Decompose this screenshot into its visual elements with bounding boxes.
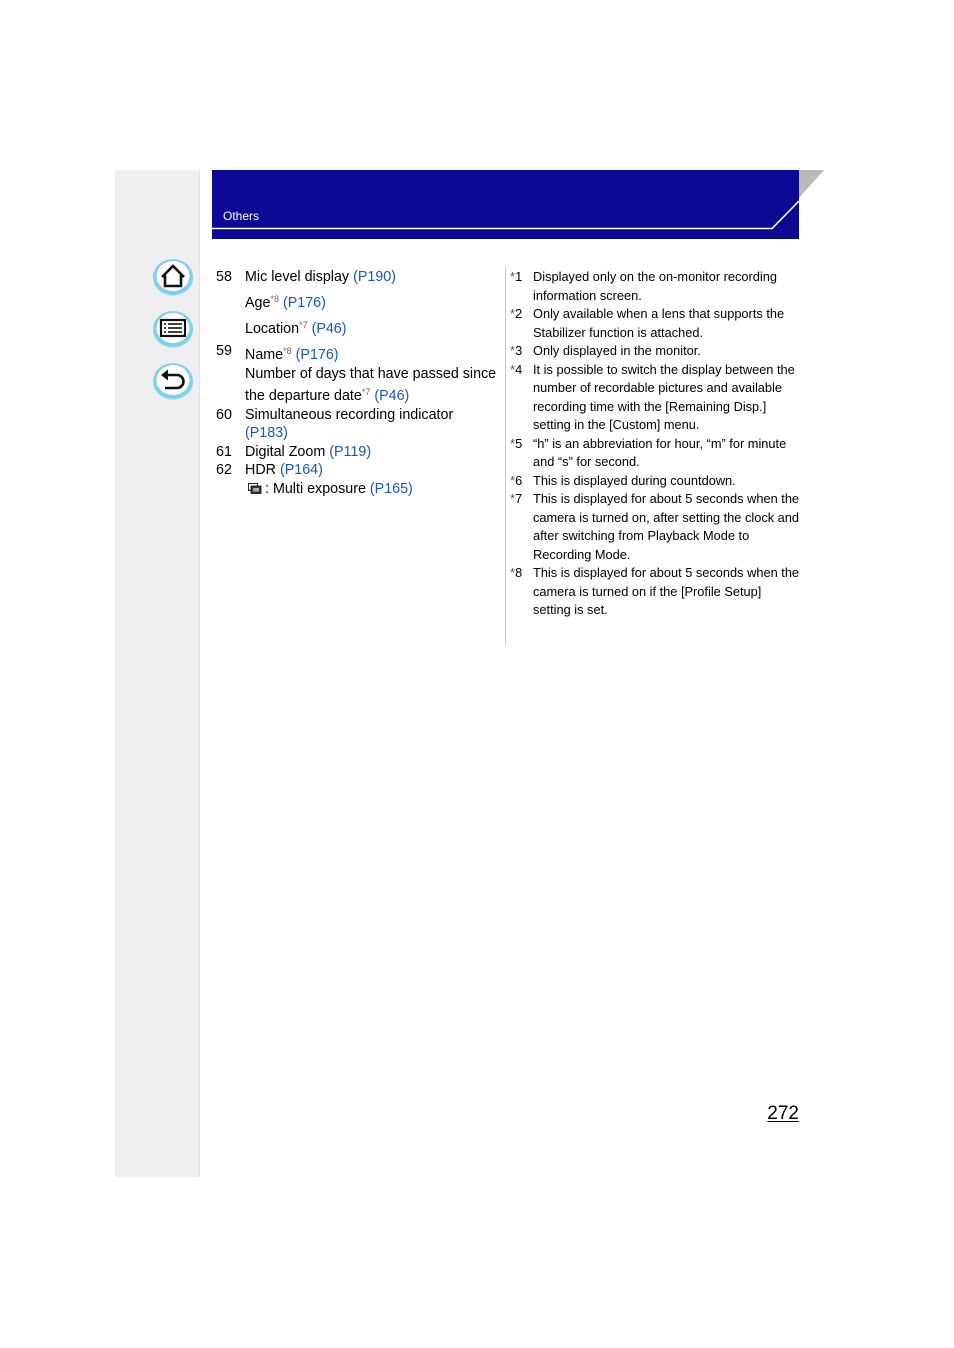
footnote-number: 3 [515,343,523,358]
page-link[interactable]: (P46) [311,321,347,337]
footnote-star: * [510,491,516,506]
footnote-number: 1 [515,269,523,284]
footnote-text: This is displayed for about 5 seconds when the camera is turned on if the [Profile Setup] setting is set. [533,565,800,617]
footnote [510,305,802,342]
back-button[interactable] [152,361,194,401]
item-number: 58 [216,269,232,285]
list-item [216,443,504,462]
item-text: Age [245,295,271,311]
footnote-text: Only displayed in the monitor. [533,343,701,358]
footnote [510,342,802,361]
footnote-number: 7 [515,491,523,506]
footnote-star: * [510,435,516,451]
item-text: HDR [245,462,276,478]
list-item [216,342,504,365]
footnote-number: 8 [515,565,523,580]
footnote-number: 5 [515,435,523,451]
footnote-number: 2 [515,306,523,321]
footnote-star: * [510,565,516,580]
footnote [510,490,802,564]
menu-list-icon [152,309,194,349]
item-text: Number of days that have passed since [245,365,497,382]
list-item [216,316,504,339]
list-item [216,268,504,287]
item-text: : Multi exposure [265,480,366,497]
list-item [216,480,504,499]
item-text: Name [245,347,284,363]
contents-menu-button[interactable] [152,309,194,349]
footnote-star: * [510,306,516,321]
item-number: 59 [216,343,232,359]
footnote-mark: *8 [270,294,279,304]
footnotes [510,268,802,620]
list-item [216,406,504,443]
item-number: 60 [216,406,232,423]
footnote [510,435,802,472]
item-number: 62 [216,462,232,478]
footnote-number: 4 [515,361,523,377]
footnote-star: * [510,361,516,377]
item-text: Simultaneous recording indicator [245,406,454,423]
page-link[interactable]: (P176) [282,295,326,311]
section-label: Others [223,209,260,223]
footnote-text: It is possible to switch the display between the number of recordable pictures and available recording time with the [Remaining Disp.] setting in the [Custom] menu. [533,361,795,432]
multi-exposure-icon [248,483,262,494]
page-link[interactable]: (P176) [295,347,339,363]
footnote-text: This is displayed for about 5 seconds when the camera is turned on, after setting the clock and after switching from Playback Mode to Recording Mode. [533,491,800,562]
section-header [212,170,799,239]
footnote [510,268,802,305]
list-item [216,290,504,313]
footnote [510,361,802,435]
page-link[interactable]: (P46) [374,388,410,404]
footnote-mark: *8 [283,346,292,356]
list-item [216,365,504,406]
indicator-list [216,268,504,498]
page-link[interactable]: (P119) [329,443,372,460]
footnote-star: * [510,269,516,284]
back-arrow-icon [152,361,194,401]
list-item [216,461,504,480]
home-button[interactable] [152,257,194,297]
footnote-mark: *7 [361,387,371,397]
footnote-mark: *7 [299,320,308,330]
item-number: 61 [216,443,232,460]
page-link[interactable]: (P165) [369,480,413,497]
footnote-text: “h” is an abbreviation for hour, “m” for minute and “s” for second. [533,435,787,469]
footnote-star: * [510,343,516,358]
item-text: Digital Zoom [245,443,326,460]
footnote-number: 6 [515,472,523,488]
footnote-text: Displayed only on the on-monitor recording information screen. [533,269,777,303]
footnote-text: Only available when a lens that supports the Stabilizer function is attached. [533,306,785,340]
footnote-star: * [510,472,516,488]
item-text: the departure date [245,388,362,404]
footnote-text: This is displayed during countdown. [533,472,736,488]
home-icon [152,257,194,297]
page-link[interactable]: (P190) [353,269,396,285]
column-divider [505,266,506,645]
page-link[interactable]: (P183) [245,425,288,441]
page-number: 272 [767,1103,799,1124]
footnote [510,472,802,491]
page-link[interactable]: (P164) [279,462,323,478]
item-text: Mic level display [245,269,350,285]
item-text: Location [245,321,300,337]
header-banner [212,170,824,239]
footnote [510,564,802,620]
